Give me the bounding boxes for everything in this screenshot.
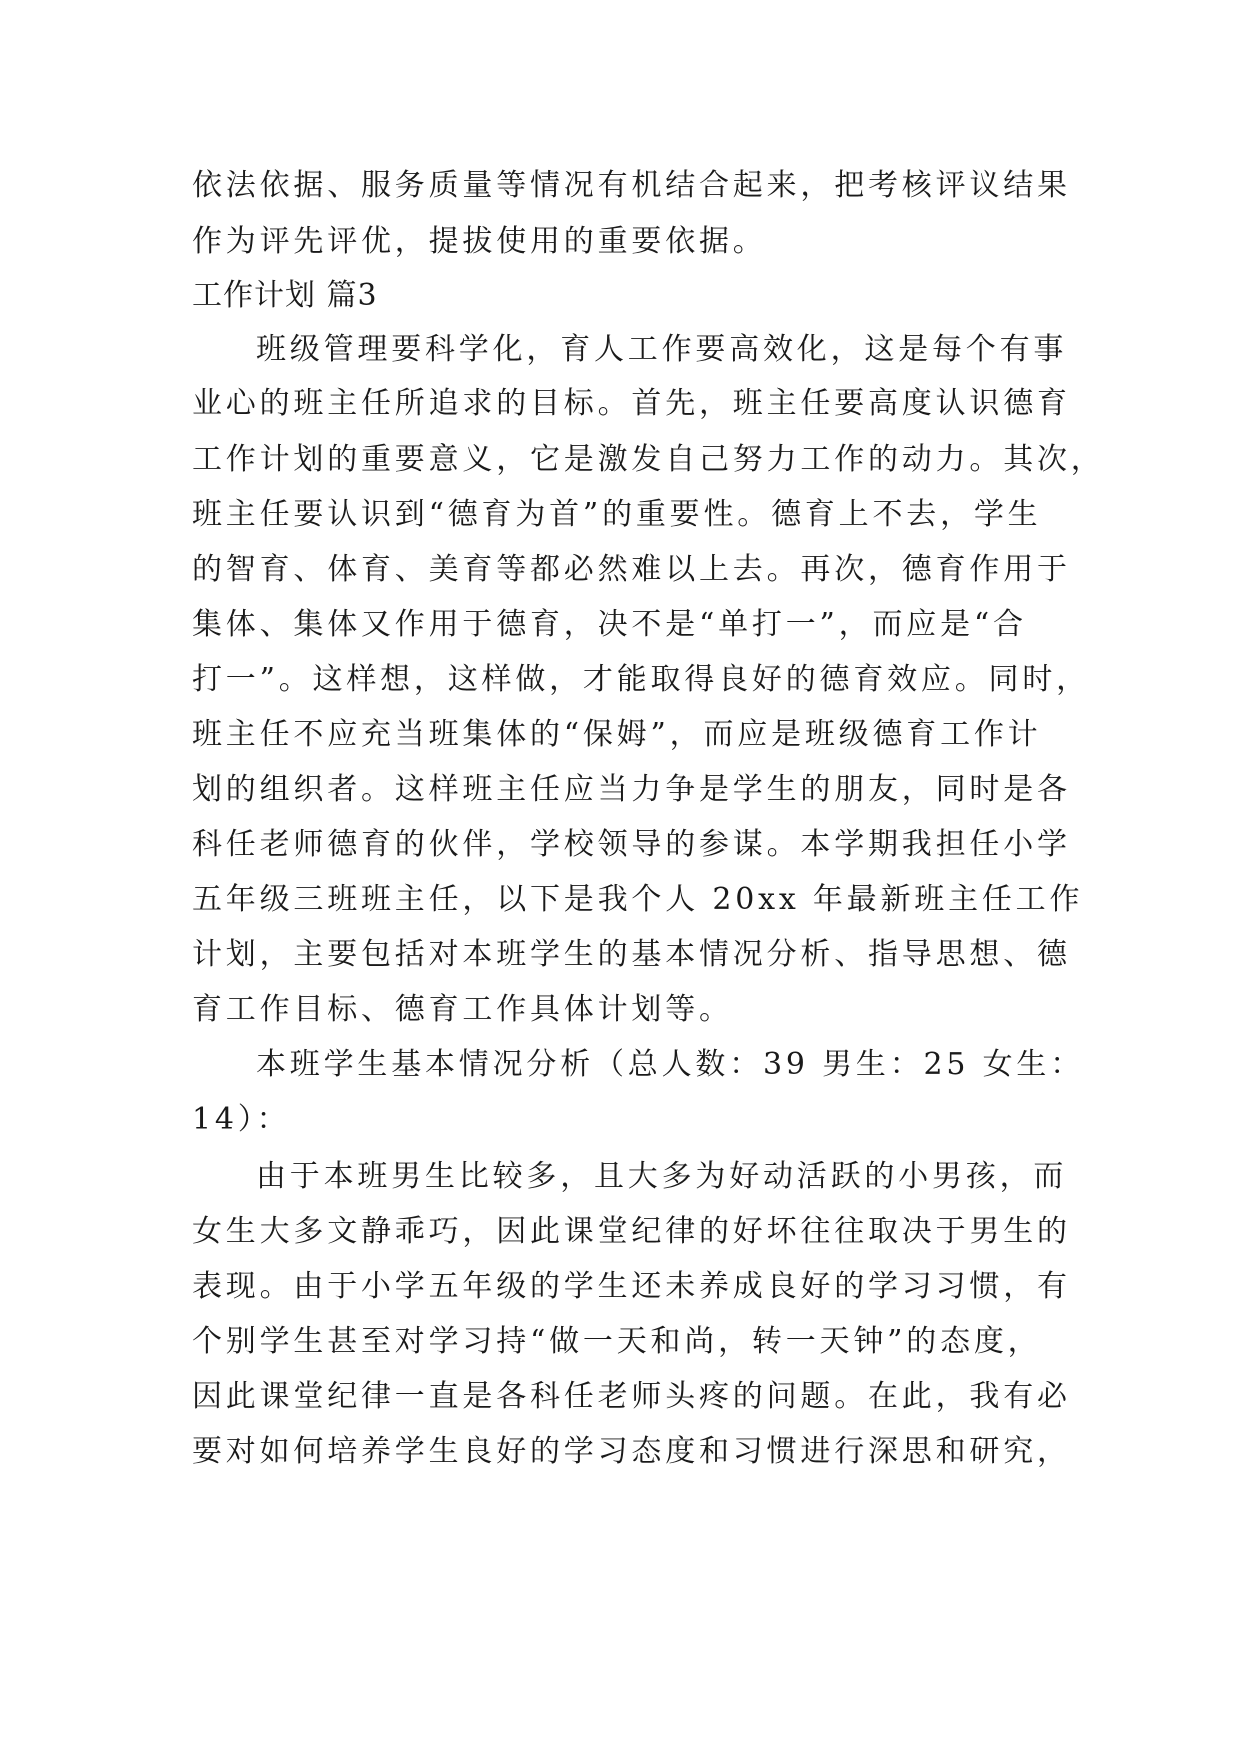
body-text-line: 14）： <box>192 1102 291 1137</box>
body-text-line: 集体、集体又作用于德育，决不是“单打一”，而应是“合 <box>192 607 1027 642</box>
paragraph-first-line: 由于本班男生比较多，且大多为好动活跃的小男孩，而 <box>256 1159 1068 1194</box>
body-text-line: 工作计划的重要意义，它是激发自己努力工作的动力。其次， <box>192 442 1105 477</box>
body-text-line: 表现。由于小学五年级的学生还未养成良好的学习习惯，有 <box>192 1269 1071 1304</box>
body-text-line: 划的组织者。这样班主任应当力争是学生的朋友，同时是各 <box>192 772 1071 807</box>
body-text-line: 作为评先评优，提拔使用的重要依据。 <box>192 224 767 259</box>
paragraph-first-line: 班级管理要科学化，育人工作要高效化，这是每个有事 <box>256 332 1068 367</box>
body-text-line: 打一”。这样想，这样做，才能取得良好的德育效应。同时， <box>192 662 1090 697</box>
body-text-line: 计划，主要包括对本班学生的基本情况分析、指导思想、德 <box>192 937 1071 972</box>
body-text-line: 班主任不应充当班集体的“保姆”，而应是班级德育工作计 <box>192 717 1042 752</box>
body-text-line: 女生大多文静乖巧，因此课堂纪律的好坏往往取决于男生的 <box>192 1214 1071 1249</box>
body-text-line: 依法依据、服务质量等情况有机结合起来，把考核评议结果 <box>192 168 1071 203</box>
body-text-line: 科任老师德育的伙伴，学校领导的参谋。本学期我担任小学 <box>192 827 1071 862</box>
body-text-line: 因此课堂纪律一直是各科任老师头疼的问题。在此，我有必 <box>192 1379 1071 1414</box>
paragraph-first-line: 本班学生基本情况分析（总人数：39 男生：25 女生： <box>256 1047 1085 1082</box>
body-text-line: 五年级三班班主任，以下是我个人 20xx 年最新班主任工作 <box>192 882 1084 917</box>
body-text-line: 业心的班主任所追求的目标。首先，班主任要高度认识德育 <box>192 386 1071 421</box>
section-heading: 工作计划 篇3 <box>192 278 378 313</box>
body-text-line: 要对如何培养学生良好的学习态度和习惯进行深思和研究， <box>192 1434 1071 1469</box>
body-text-line: 育工作目标、德育工作具体计划等。 <box>192 992 733 1027</box>
body-text-line: 个别学生甚至对学习持“做一天和尚，转一天钟”的态度， <box>192 1324 1042 1359</box>
body-text-line: 的智育、体育、美育等都必然难以上去。再次，德育作用于 <box>192 552 1071 587</box>
body-text-line: 班主任要认识到“德育为首”的重要性。德育上不去，学生 <box>192 497 1042 532</box>
